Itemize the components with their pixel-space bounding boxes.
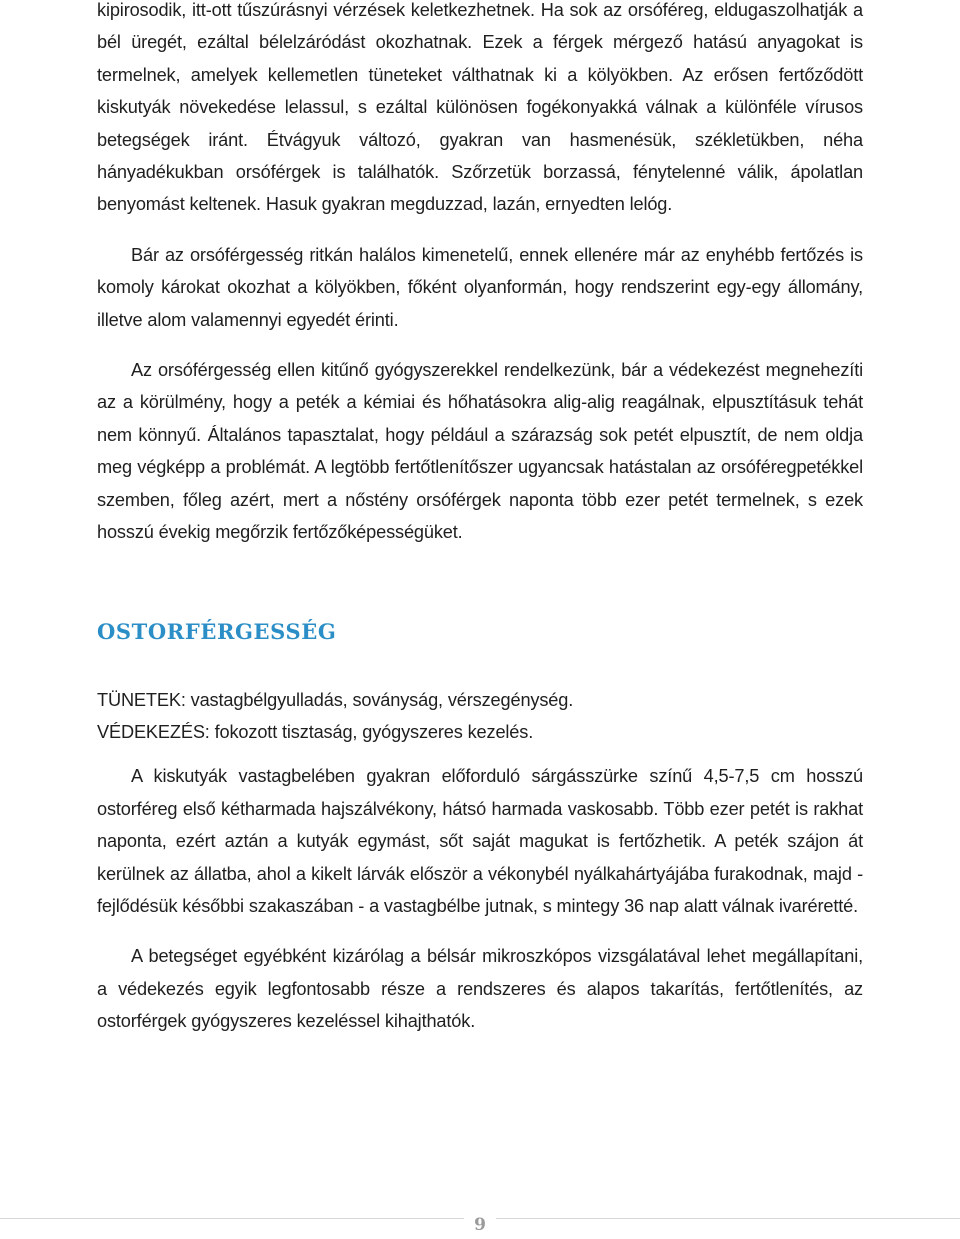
section-heading-whipworm: OSTORFÉRGESSÉG [97, 618, 337, 644]
paragraph-whipworm-description: A kiskutyák vastagbelében gyakran előforduló sárgásszürke színű 4,5-7,5 cm hosszú ostorféreg első kétharmada hajszálvékony, hátsó harmada vaskosabb. Több ezer petét is rakhat naponta, ezért aztán a kutyák egymást, sőt saját magukat is fertőzhetik. A peték szájon át kerülnek az állatba, ahol a kikelt lárvák először a vékonybél nyálkahártyájába furakodnak, majd - fejlődésük későbbi szakaszában - a vastagbélbe jutnak, s mintegy 36 nap alatt válnak ivaréretté. [97, 766, 863, 916]
paragraph-roundworm-treatment: Az orsóférgesség ellen kitűnő gyógyszerekkel rendelkezünk, bár a védekezést megnehezíti az a körülmény, hogy a peték a kémiai és hőhatásokra alig-alig reagálnak, elpusztításuk tehát nem könnyű. Általános tapasztalat, hogy például a szárazság sok petét elpusztít, de nem oldja meg végképp a problémát. A legtöbb fertőtlenítőszer ugyancsak hatástalan az orsóféregpetékkel szemben, főleg azért, mert a nőstény orsóférgek naponta több ezer petét termelnek, s ezek hosszú évekig megőrzik fertőzőképességüket. [97, 360, 863, 543]
page-number: 9 [464, 1215, 496, 1235]
paragraph-whipworm-diagnosis: A betegséget egyébként kizárólag a bélsár mikroszkópos vizsgálatával lehet megállapítani, a védekezés egyik legfontosabb része a rendszeres és alapos takarítás, fertőtlenítés, az ostorférgek gyógyszeres kezeléssel kihajthatók. [97, 946, 863, 1032]
symptoms-line: TÜNETEK: vastagbélgyulladás, soványság, vérszegénység. [97, 689, 574, 710]
prevention-line: VÉDEKEZÉS: fokozott tisztaság, gyógyszeres kezelés. [97, 721, 534, 742]
document-page [97, 0, 863, 1038]
paragraph-roundworm-symptoms: kipirosodik, itt-ott tűszúrásnyi vérzések keletkezhetnek. Ha sok az orsóféreg, eldugaszolhatják a bél üregét, ezáltal bélelzáródást okozhatnak. Ezek a férgek mérgező hatású anyagokat is termelnek, amelyek kellemetlen tüneteket válthatnak ki a kölyökben. Az erősen fertőződött kiskutyák növekedése lelassul, s ezáltal különösen fogékonyakká válnak a különféle vírusos betegségek iránt. Étvágyuk változó, gyakran van hasmenésük, székletükben, néha hányadékukban orsóférgek is találhatók. Szőrzetük borzassá, fénytelenné válik, ápolatlan benyomást keltenek. Hasuk gyakran megduzzad, lazán, ernyedten lelóg. [97, 0, 863, 215]
paragraph-roundworm-damage: Bár az orsóférgesség ritkán halálos kimenetelű, ennek ellenére már az enyhébb fertőzés is komoly károkat okozhat a kölyökben, főként olyanformán, hogy rendszerint egy-egy állomány, illetve alom valamennyi egyedét érinti. [97, 244, 863, 330]
